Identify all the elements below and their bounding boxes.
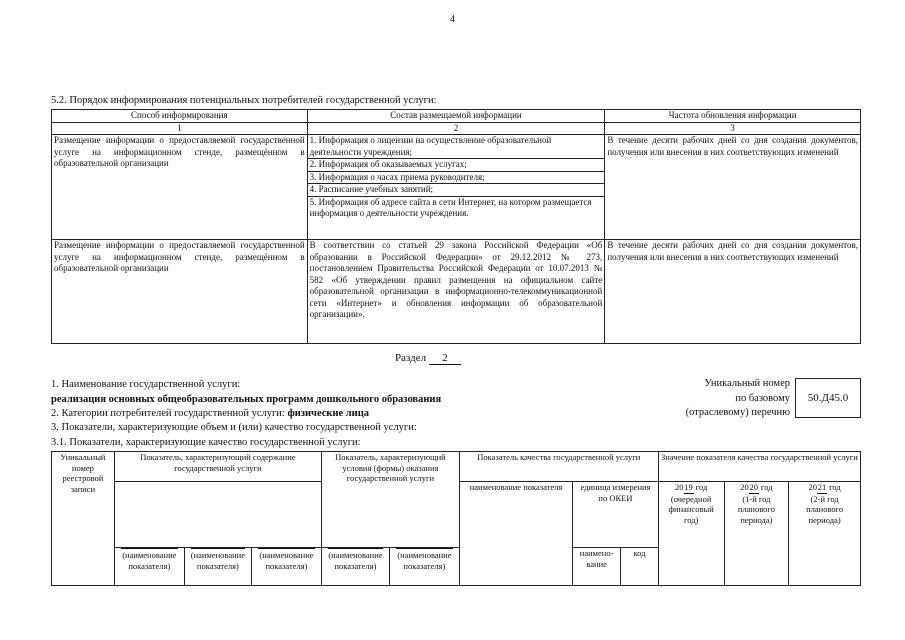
col-quality-values: Значение показателя качества государственной услуги xyxy=(658,452,860,482)
service-name-label: 1. Наименование государственной услуги: xyxy=(51,379,241,390)
col-registry-number: Уникальный номер реестровой записи xyxy=(52,452,115,586)
unique-number-line2: по базовому xyxy=(735,393,790,404)
col-content-indicator: Показатель, характеризующий содержание государственной услуги xyxy=(114,452,321,482)
row1-content-item: 5. Информация об адресе сайта в сети Интернет, на котором размещается информация о деятельности учреждения. xyxy=(309,196,592,218)
header-frequency: Частота обновления информации xyxy=(605,110,861,123)
quality-table xyxy=(51,451,861,586)
col-conditions-indicator: Показатель, характеризующий условия (формы) оказания государственной услуги xyxy=(321,452,459,548)
year-suffix: год xyxy=(760,482,773,492)
year-prefix: 20 xyxy=(675,482,684,492)
row1-method: Размещение информации о предоставляемой государственной услуге на информационном стенде, размещённом в образовательной организации xyxy=(52,135,308,240)
year-prefix: 20 xyxy=(740,482,749,492)
sub-name: (наименование показателя) xyxy=(259,550,314,571)
header-method: Способ информирования xyxy=(52,110,308,123)
row2-content: В соответствии со статьей 29 закона Российской Федерации «Об образовании в Российской Федерации» от 29.12.2012 № 273, постановлением Правительства Российской Федерации от 10.07.2013 № 582 «Об утверждении правил размещения на официальном сайте образовательной организации в информационно-телекоммуникационной сети «Интернет» и обновления информации об образовательной организации». xyxy=(307,240,605,344)
section-5-2-title: 5.2. Порядок информирования потенциальных потребителей государственной услуги: xyxy=(51,95,437,106)
content-sub-1 xyxy=(114,548,184,586)
col-year-3 xyxy=(789,482,861,586)
year-suffix: год xyxy=(829,482,841,492)
unique-number-line1: Уникальный номер xyxy=(704,378,790,389)
row1-content-item: 3. Информация о часах приема руководителя; xyxy=(308,172,605,185)
col-year-1 xyxy=(658,482,724,586)
consumers-label: 2. Категории потребителей государственной услуги: xyxy=(51,408,285,419)
year-prefix: 20 xyxy=(808,482,818,492)
sub-name: (наименование показателя) xyxy=(328,550,383,571)
index-3: 3 xyxy=(605,122,861,135)
row1-content-item: 4. Расписание учебных занятий; xyxy=(308,184,605,197)
service-name-value: реализация основных общеобразовательных программ дошкольного образования xyxy=(51,394,442,405)
consumers-value: физические лица xyxy=(287,408,370,419)
col-quality-indicator: Показатель качества государственной услуги xyxy=(459,452,658,482)
table-row xyxy=(52,135,861,240)
section-heading xyxy=(395,352,461,365)
row1-content-item: 1. Информация о лицензии на осуществление образовательной деятельности учреждения; xyxy=(308,135,605,159)
index-1: 1 xyxy=(52,122,308,135)
okei-code: код xyxy=(621,548,659,586)
index-2: 2 xyxy=(307,122,605,135)
conditions-sub-2 xyxy=(389,548,459,586)
year-3-number: 21 xyxy=(817,482,827,492)
row1-frequency: В течение десяти рабочих дней со дня создания документов, получения или внесения в них соответствующих изменений xyxy=(605,135,861,240)
unique-number-line3: (отраслевому) перечню xyxy=(685,407,790,418)
section-number: 2 xyxy=(429,352,461,365)
section-label: Раздел xyxy=(395,352,427,364)
sub-name: (наименование показателя) xyxy=(122,550,177,571)
indicators-label: 3. Показатели, характеризующие объем и (или) качество государственной услуги: xyxy=(51,422,417,433)
header-content: Состав размещаемой информации xyxy=(307,110,605,123)
col-year-2 xyxy=(724,482,789,586)
year-2-number: 20 xyxy=(749,482,759,492)
table-row xyxy=(52,240,861,344)
year-3-desc: (2-й год планового периода) xyxy=(806,493,844,525)
okei-name: наимено-вание xyxy=(573,548,621,586)
row1-content-item: 2. Информация об оказываемых услугах; xyxy=(308,159,605,172)
col-okei-unit: единица измерения по ОКЕИ xyxy=(573,482,659,548)
quality-label: 3.1. Показатели, характеризующие качество государственной услуги: xyxy=(51,437,361,448)
unique-number-value: 50.Д45.0 xyxy=(795,378,861,418)
content-blank xyxy=(114,482,321,548)
row2-frequency: В течение десяти рабочих дней со дня создания документов, получения или внесения в них соответствующих изменений xyxy=(605,240,861,344)
year-1-number: 19 xyxy=(684,482,693,492)
row1-content xyxy=(307,135,605,240)
informing-table xyxy=(51,109,861,344)
year-1-desc: (очередной финансовый год) xyxy=(668,493,714,525)
consumers-line xyxy=(51,408,369,419)
content-sub-2 xyxy=(184,548,251,586)
sub-name: (наименование показателя) xyxy=(190,550,245,571)
content-sub-3 xyxy=(251,548,321,586)
sub-name: (наименование показателя) xyxy=(397,550,452,571)
row2-method: Размещение информации о предоставляемой государственной услуге на информационном стенде, размещённом в образовательной организации xyxy=(52,240,308,344)
year-2-desc: (1-й год планового периода) xyxy=(737,493,775,525)
conditions-sub-1 xyxy=(321,548,389,586)
page-number: 4 xyxy=(450,14,455,25)
col-indicator-name: наименование показателя xyxy=(459,482,572,586)
year-suffix: год xyxy=(695,482,708,492)
